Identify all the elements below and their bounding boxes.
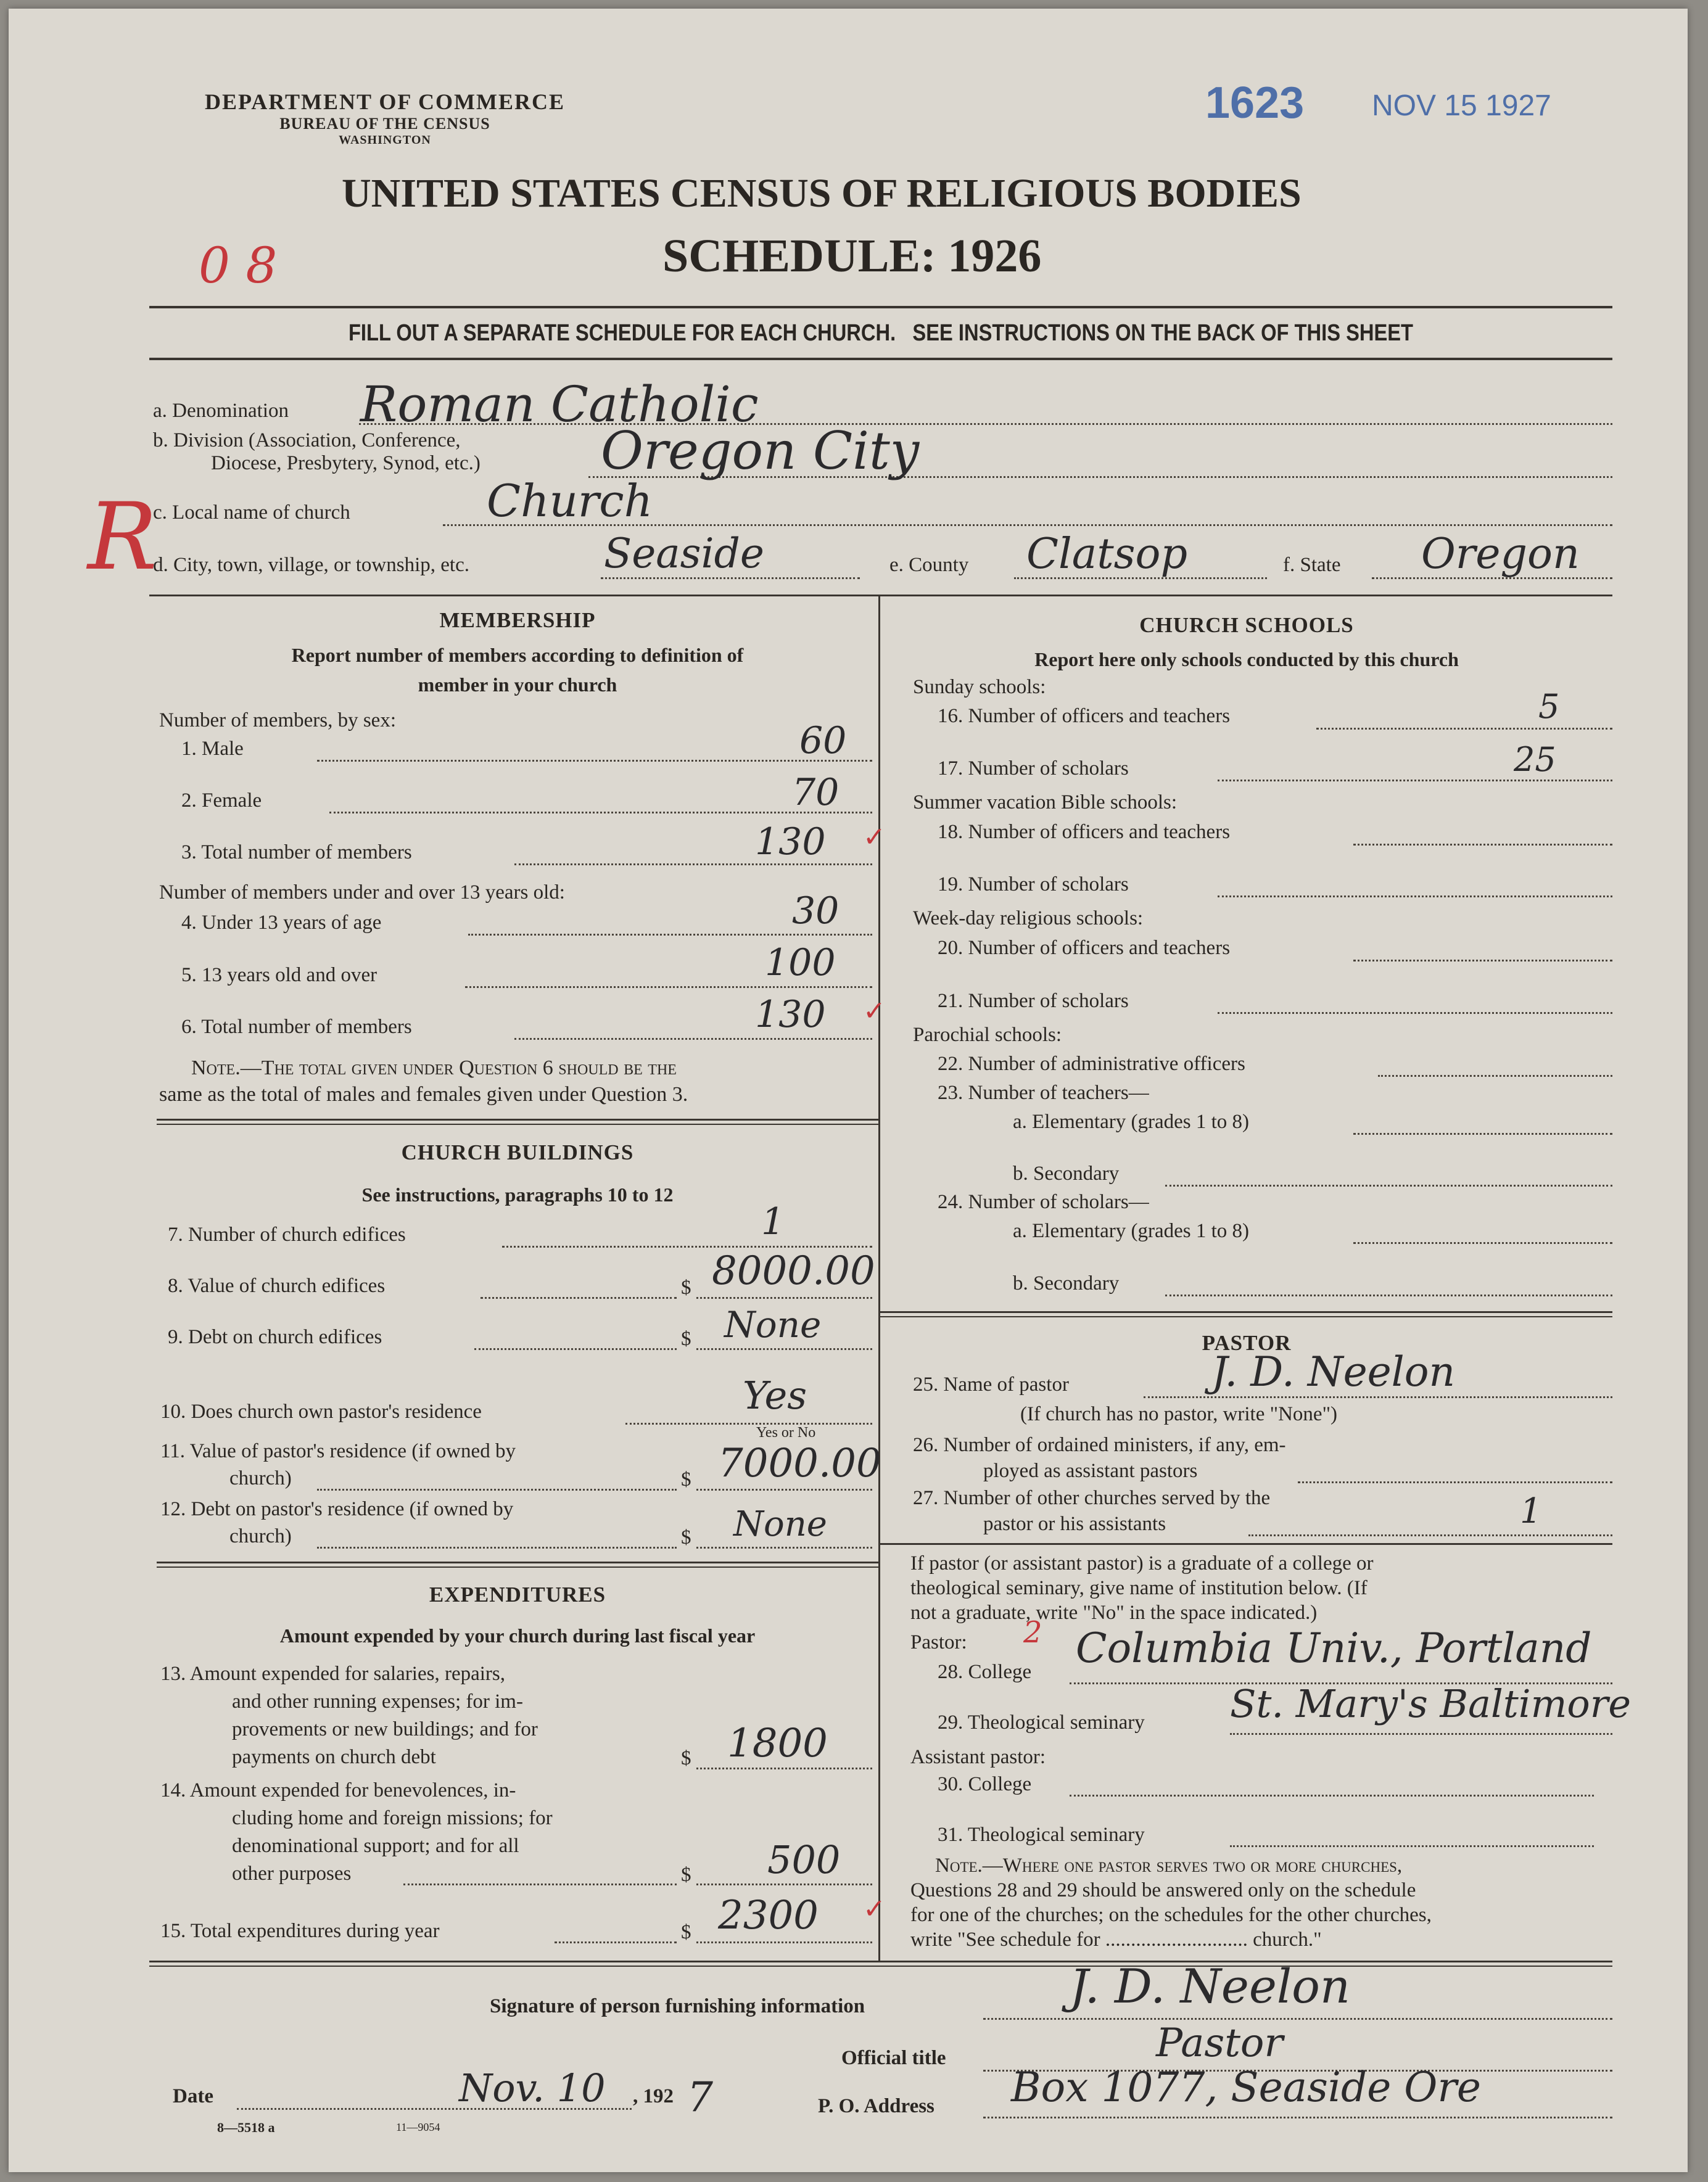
q19-label: 19. Number of scholars xyxy=(938,873,1129,895)
parochial-schools-label: Parochial schools: xyxy=(913,1024,1062,1046)
q4-label: 4. Under 13 years of age xyxy=(181,912,382,934)
q24a-label: a. Elementary (grades 1 to 8) xyxy=(1013,1220,1250,1242)
q8-value-line xyxy=(696,1297,872,1299)
q15-dollar: $ xyxy=(681,1921,691,1943)
denomination-label: a. Denomination xyxy=(153,400,289,422)
membership-heading: MEMBERSHIP xyxy=(439,608,596,632)
q30-label: 30. College xyxy=(938,1773,1032,1795)
identity-bottom-rule xyxy=(149,595,1612,596)
date-value: Nov. 10 xyxy=(459,2065,606,2110)
q16-line xyxy=(1316,728,1612,730)
pastor-red-mark: 2 xyxy=(1023,1615,1042,1650)
q29-label: 29. Theological seminary xyxy=(938,1711,1145,1734)
q5-label: 5. 13 years old and over xyxy=(181,964,377,986)
date-year-prefix: , 192 xyxy=(633,2085,674,2107)
q11-value: 7000.00 xyxy=(718,1441,881,1486)
q3-line xyxy=(514,863,872,865)
signature-label: Signature of person furnishing information xyxy=(490,1995,865,2017)
header-bottom-rule xyxy=(149,358,1612,360)
q22-label: 22. Number of administrative officers xyxy=(938,1053,1245,1075)
q16-label: 16. Number of officers and teachers xyxy=(938,705,1231,727)
q9-line xyxy=(474,1348,677,1350)
q1-value: 60 xyxy=(799,719,847,762)
pastor-sub-label: Pastor: xyxy=(910,1631,967,1653)
schools-intro: Report here only schools conducted by this church xyxy=(1034,648,1459,670)
q13-label: 13. Amount expended for salaries, repairs, xyxy=(160,1663,506,1685)
q13-label-2: and other running expenses; for im- xyxy=(232,1690,523,1713)
q26-line xyxy=(1298,1481,1612,1483)
q10-line xyxy=(625,1423,872,1425)
q3-value: 130 xyxy=(755,820,826,863)
q12-label: 12. Debt on pastor's residence (if owned by xyxy=(160,1498,514,1520)
church-name-label: c. Local name of church xyxy=(153,501,350,524)
q13-label-3: provements or new buildings; and for xyxy=(232,1718,538,1740)
schools-rule-2 xyxy=(880,1316,1612,1317)
denomination-value: Roman Catholic xyxy=(360,376,759,433)
q10-label: 10. Does church own pastor's residence xyxy=(160,1401,482,1423)
q7-line xyxy=(502,1246,872,1248)
q25-line xyxy=(1144,1396,1612,1398)
q14-dollar: $ xyxy=(681,1864,691,1886)
q31-label: 31. Theological seminary xyxy=(938,1824,1145,1846)
division-value: Oregon City xyxy=(601,421,920,481)
instruction-banner: FILL OUT A SEPARATE SCHEDULE FOR EACH CHURCH. SEE INSTRUCTIONS ON THE BACK OF THIS SHEET xyxy=(348,320,1414,346)
q1-line xyxy=(317,760,872,762)
q15-line xyxy=(555,1941,677,1943)
q31-line xyxy=(1230,1845,1594,1847)
q14-value-line xyxy=(696,1884,872,1885)
q25-value: J. D. Neelon xyxy=(1211,1348,1456,1396)
expenditures-intro: Amount expended by your church during last fiscal year xyxy=(279,1624,756,1647)
q23b-label: b. Secondary xyxy=(1013,1163,1120,1185)
pastor-note-4: write "See schedule for ............................ church." xyxy=(910,1929,1322,1951)
q14-line xyxy=(403,1884,677,1885)
q23a-label: a. Elementary (grades 1 to 8) xyxy=(1013,1111,1250,1133)
q2-label: 2. Female xyxy=(181,789,262,812)
division-label-2: Diocese, Presbytery, Synod, etc.) xyxy=(211,452,481,474)
q22-line xyxy=(1378,1075,1612,1077)
q26-label-2: ployed as assistant pastors xyxy=(983,1460,1198,1482)
buildings-rule xyxy=(157,1562,878,1563)
census-schedule-sheet xyxy=(9,9,1688,2172)
q7-label: 7. Number of church edifices xyxy=(168,1224,406,1246)
q7-value: 1 xyxy=(761,1200,785,1243)
weekday-schools-label: Week-day religious schools: xyxy=(913,907,1144,929)
membership-note-1: Note.—The total given under Question 6 should be the xyxy=(191,1056,677,1079)
expenditures-heading: EXPENDITURES xyxy=(429,1583,606,1607)
q11-label-2: church) xyxy=(229,1467,292,1489)
q4-value: 30 xyxy=(792,889,840,932)
pastor-note-3: for one of the churches; on the schedules for the other churches, xyxy=(910,1904,1432,1926)
q6-check-mark: ✓ xyxy=(863,996,886,1026)
state-label: f. State xyxy=(1283,554,1341,576)
q8-value: 8000.00 xyxy=(712,1248,875,1294)
received-stamp-date: NOV 15 1927 xyxy=(1372,89,1551,122)
body-bottom-rule xyxy=(149,1961,1612,1962)
print-number: 11—9054 xyxy=(396,2121,440,2133)
q15-value: 2300 xyxy=(718,1893,819,1938)
q20-line xyxy=(1353,960,1612,961)
q23a-line xyxy=(1353,1133,1612,1135)
pastor-heading: PASTOR xyxy=(1202,1331,1292,1355)
q14-value: 500 xyxy=(767,1837,841,1882)
q17-value: 25 xyxy=(1514,740,1556,779)
q25-note: (If church has no pastor, write "None") xyxy=(1020,1403,1338,1425)
q13-value: 1800 xyxy=(727,1721,828,1766)
received-stamp-number: 1623 xyxy=(1205,78,1305,128)
q4-line xyxy=(468,934,872,936)
q26-label: 26. Number of ordained ministers, if any, em- xyxy=(913,1434,1286,1456)
q13-value-line xyxy=(696,1768,872,1769)
q18-line xyxy=(1353,844,1612,846)
q2-line xyxy=(329,812,872,813)
q9-value: None xyxy=(724,1304,822,1346)
q24b-line xyxy=(1165,1295,1612,1296)
bureau-name: BUREAU OF THE CENSUS xyxy=(279,115,490,133)
q15-check-mark: ✓ xyxy=(863,1894,886,1924)
q11-line xyxy=(317,1489,677,1491)
q17-label: 17. Number of scholars xyxy=(938,757,1129,780)
red-r-mark: R xyxy=(88,484,157,591)
red-margin-mark: 0 8 xyxy=(199,237,278,294)
form-title: UNITED STATES CENSUS OF RELIGIOUS BODIES xyxy=(342,171,1302,216)
q12-value-line xyxy=(696,1547,872,1549)
signature-line xyxy=(983,2018,1612,2020)
members-by-age-label: Number of members under and over 13 years old: xyxy=(159,881,565,904)
signature-value: J. D. Neelon xyxy=(1070,1959,1350,2014)
q6-line xyxy=(514,1038,872,1040)
q28-value: Columbia Univ., Portland xyxy=(1076,1624,1592,1672)
q15-label: 15. Total expenditures during year xyxy=(160,1920,440,1942)
q21-line xyxy=(1218,1012,1612,1014)
q15-value-line xyxy=(696,1941,872,1943)
q24a-line xyxy=(1353,1242,1612,1244)
dept-name: DEPARTMENT OF COMMERCE xyxy=(204,89,566,114)
q27-value: 1 xyxy=(1520,1491,1542,1531)
q1-label: 1. Male xyxy=(181,738,244,760)
pastor-rule xyxy=(880,1543,1612,1545)
q18-label: 18. Number of officers and teachers xyxy=(938,821,1231,843)
q10-value: Yes xyxy=(743,1373,807,1418)
buildings-intro: See instructions, paragraphs 10 to 12 xyxy=(361,1184,674,1206)
graduate-instructions-3: not a graduate, write "No" in the space indicated.) xyxy=(910,1602,1318,1624)
q9-label: 9. Debt on church edifices xyxy=(168,1326,382,1348)
sunday-schools-label: Sunday schools: xyxy=(913,676,1046,698)
membership-note-2: same as the total of males and females given under Question 3. xyxy=(159,1083,688,1106)
membership-rule-2 xyxy=(157,1124,878,1125)
q11-dollar: $ xyxy=(681,1468,691,1491)
q23-label: 23. Number of teachers— xyxy=(938,1082,1149,1104)
q6-label: 6. Total number of members xyxy=(181,1016,412,1038)
buildings-rule-2 xyxy=(157,1567,878,1568)
q27-label-2: pastor or his assistants xyxy=(983,1513,1166,1535)
county-value: Clatsop xyxy=(1026,530,1188,578)
q12-line xyxy=(317,1547,677,1549)
q13-dollar: $ xyxy=(681,1747,691,1769)
q5-value: 100 xyxy=(765,941,836,984)
state-value: Oregon xyxy=(1421,530,1580,578)
q24-label: 24. Number of scholars— xyxy=(938,1191,1149,1213)
city-label: d. City, town, village, or township, etc. xyxy=(153,554,469,576)
q3-check-mark: ✓ xyxy=(863,822,886,852)
q10-yes-no-hint: Yes or No xyxy=(756,1425,816,1441)
q3-label: 3. Total number of members xyxy=(181,841,412,863)
q16-value: 5 xyxy=(1538,687,1560,726)
q19-line xyxy=(1218,895,1612,897)
q8-line xyxy=(481,1297,677,1299)
q9-value-line xyxy=(696,1348,872,1350)
po-address-line xyxy=(983,2117,1612,2118)
q8-label: 8. Value of church edifices xyxy=(168,1275,386,1297)
q29-value: St. Mary's Baltimore xyxy=(1230,1681,1632,1726)
pastor-note-1: Note.—Where one pastor serves two or more churches, xyxy=(935,1855,1403,1877)
q5-line xyxy=(465,986,872,988)
q17-line xyxy=(1218,780,1612,781)
members-by-sex-label: Number of members, by sex: xyxy=(159,709,396,731)
graduate-instructions-2: theological seminary, give name of institution below. (If xyxy=(910,1577,1368,1599)
official-title-value: Pastor xyxy=(1156,2020,1284,2066)
q8-dollar: $ xyxy=(681,1277,691,1299)
q12-label-2: church) xyxy=(229,1525,292,1547)
po-address-label: P. O. Address xyxy=(818,2095,934,2117)
q27-line xyxy=(1248,1534,1612,1536)
q23b-line xyxy=(1165,1185,1612,1187)
q2-value: 70 xyxy=(792,771,840,814)
summer-schools-label: Summer vacation Bible schools: xyxy=(913,791,1178,813)
date-year-digit: 7 xyxy=(687,2073,713,2121)
date-label: Date xyxy=(173,2085,213,2107)
buildings-heading: CHURCH BUILDINGS xyxy=(401,1140,634,1164)
header-top-rule xyxy=(149,306,1612,308)
q11-label: 11. Value of pastor's residence (if owned by xyxy=(160,1440,516,1462)
schools-rule xyxy=(880,1311,1612,1313)
department-heading xyxy=(163,89,607,147)
city-line xyxy=(601,577,860,579)
schools-heading: CHURCH SCHOOLS xyxy=(1139,613,1354,637)
q12-value: None xyxy=(733,1504,827,1544)
q11-value-line xyxy=(696,1489,872,1491)
q13-label-4: payments on church debt xyxy=(232,1746,436,1768)
pastor-note-2: Questions 28 and 29 should be answered only on the schedule xyxy=(910,1879,1416,1901)
form-number: 8—5518 a xyxy=(217,2120,275,2135)
q29-line xyxy=(1230,1733,1612,1735)
division-label: b. Division (Association, Conference, xyxy=(153,429,461,451)
q30-line xyxy=(1070,1795,1594,1797)
q6-value: 130 xyxy=(755,993,826,1036)
q20-label: 20. Number of officers and teachers xyxy=(938,937,1231,959)
membership-intro-1: Report number of members according to definition of xyxy=(291,644,744,666)
county-label: e. County xyxy=(889,554,969,576)
q14-label: 14. Amount expended for benevolences, in- xyxy=(160,1779,516,1801)
church-name-value: Church xyxy=(487,475,653,527)
q27-label: 27. Number of other churches served by the xyxy=(913,1487,1271,1509)
q28-label: 28. College xyxy=(938,1661,1032,1683)
q25-label: 25. Name of pastor xyxy=(913,1373,1069,1396)
membership-rule xyxy=(157,1119,878,1121)
q14-label-2: cluding home and foreign missions; for xyxy=(232,1807,553,1829)
q14-label-3: denominational support; and for all xyxy=(232,1835,519,1857)
q12-dollar: $ xyxy=(681,1526,691,1549)
membership-intro-2: member in your church xyxy=(418,673,617,696)
graduate-instructions-1: If pastor (or assistant pastor) is a graduate of a college or xyxy=(910,1552,1374,1575)
body-bottom-rule-2 xyxy=(149,1966,1612,1967)
q24b-label: b. Secondary xyxy=(1013,1272,1120,1295)
column-divider xyxy=(878,595,880,1961)
q21-label: 21. Number of scholars xyxy=(938,990,1129,1012)
official-title-label: Official title xyxy=(841,2047,946,2069)
assistant-pastor-label: Assistant pastor: xyxy=(910,1746,1046,1768)
form-subtitle: SCHEDULE: 1926 xyxy=(662,230,1042,282)
city-value: Seaside xyxy=(604,530,764,577)
q9-dollar: $ xyxy=(681,1328,691,1350)
city-name: WASHINGTON xyxy=(339,133,431,147)
po-address-value: Box 1077, Seaside Ore xyxy=(1011,2064,1481,2111)
q14-label-4: other purposes xyxy=(232,1863,352,1885)
